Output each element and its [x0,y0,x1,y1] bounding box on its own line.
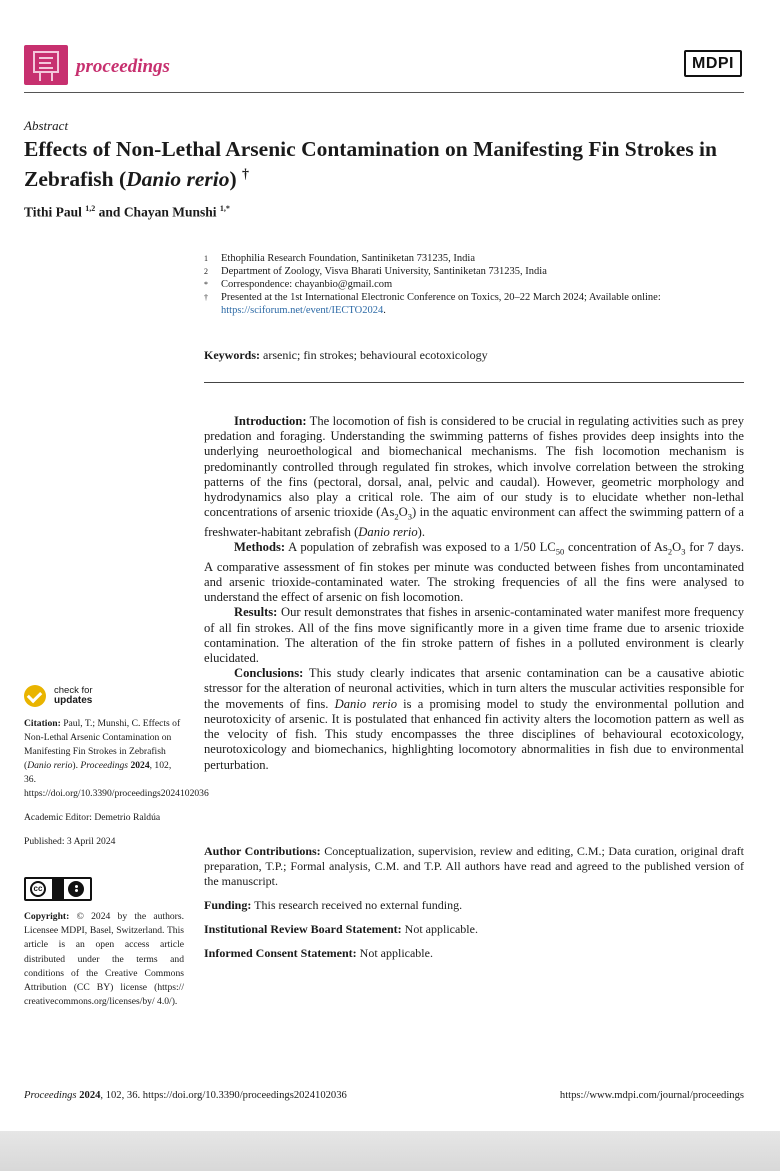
viewer-bottom-bar [0,1131,780,1171]
person-icon [68,881,84,897]
citation: Citation: Paul, T.; Munshi, C. Effects of Non-Lethal Arsenic Contamination on Manifesting Fin Strokes in Zebrafish (Danio rerio). Proceedings 2024, 102, 36. https://doi.org/10.3390/proceedings2024102036 [24,718,209,799]
title-footnote-mark: † [242,167,250,182]
article-sidebar [24,717,209,859]
presentation-board-icon [33,51,59,73]
journal-logo [24,45,68,85]
results-paragraph: Results: Our result demonstrates that fishes in arsenic-contaminated water manifest more frequency of all fin strokes. All of the fins move significantly more in a given time frame due to arsenic trioxide contamination. The alteration of the fin stroke pattern of fishes in a polluted environment is clearly elucidated. [204,605,744,666]
check-updates-icon [24,685,46,707]
keywords-divider [204,382,744,383]
publish-date: Published: 3 April 2024 [24,836,116,847]
author-list: Tithi Paul $^{1,2}$ and Chayan Munshi $^{1,*}$ [24,204,230,220]
author-contributions: Author Contributions: Conceptualization, supervision, review and editing, C.M.; Data curation, original draft preparation, T.P.; Formal analysis, C.M. and T.P. All authors have read and agreed to the published version of the manuscript. [204,844,745,888]
cc-by-license-badge[interactable] [24,877,92,901]
affiliation-item: 1 Ethophilia Research Foundation, Santiniketan 731235, India [204,253,475,264]
affiliations [204,252,744,317]
affiliation-item: 2 Department of Zoology, Visva Bharati University, Santiniketan 731235, India [204,266,547,277]
author-name[interactable]: Tithi Paul [24,204,82,220]
attribution-icon [52,878,64,900]
conference-note: † Presented at the 1st International Electronic Conference on Toxics, 20–22 March 2024; Available online: https://sciforum.net/event/IECTO2024. [204,292,661,316]
title-species: Danio rerio [126,167,230,192]
academic-editor: Academic Editor: Demetrio Raldúa [24,812,161,823]
journal-url[interactable]: https://www.mdpi.com/journal/proceedings [559,1090,744,1101]
conference-link[interactable]: https://sciforum.net/event/IECTO2024 [221,305,384,316]
methods-paragraph: Methods: A population of zebrafish was exposed to a 1/50 $LC_{50}$ concentration of $As_2O_3$ for 7 days. A comparative assessment of fin stokes per minute was conducted between fishes from uncontaminated and arsenic trioxide-contaminated water. The stroking frequencies of all the fins were analysed to understand the effect of arsenic on fish locomotion. [204,540,744,605]
footer-citation: Proceedings 2024, 102, 36. https://doi.org/10.3390/proceedings2024102036 [24,1090,347,1101]
publisher-name: MDPI [684,50,742,77]
keywords: Keywords: arsenic; fin strokes; behavioural ecotoxicology [204,348,488,362]
article-type: Abstract [24,118,69,133]
consent-statement: Informed Consent Statement: Not applicable. [204,946,433,960]
publisher-logo[interactable] [684,55,742,73]
article-title: Effects of Non-Lethal Arsenic Contamination on Manifesting Fin Strokes in Zebrafish (Danio rerio) † [24,137,717,192]
author-name[interactable]: Chayan Munshi [123,204,217,220]
cc-icon: cc [30,881,46,897]
irb-statement: Institutional Review Board Statement: Not applicable. [204,922,478,936]
correspondence: * Correspondence: chayanbio@gmail.com [204,279,393,290]
page-footer [24,1090,744,1101]
back-matter [204,844,744,970]
journal-name[interactable]: proceedings [76,56,170,77]
introduction-paragraph: Introduction: The locomotion of fish is considered to be crucial in regulating activities such as prey predation and foraging. Understanding the swimming patterns of fishes provides deep insights into the underlying neuroethological and biomechanical mechanisms. The fish locomotion mechanism is predominantly controlled through regulated fin strokes, which involve correlation between the stroking patterns of the fins (pectoral, dorsal, anal, pelvic and caudal). However, geometric morphology and hydrodynamics also play a critical role. The aim of our study is to elucidate whether non-lethal concentrations of arsenic trioxide $(As_2O_3)$ in the aquatic environment can affect the swimming pattern of a freshwater-habitant zebrafish (Danio rerio). [204,414,744,539]
copyright-notice: Copyright: © 2024 by the authors. Licensee MDPI, Basel, Switzerland. This article is an open access article distributed under the terms and conditions of the Creative Commons Attribution (CC BY) license (https:// creativecommons.org/licenses/by/ 4.0/). [24,911,184,1008]
check-for-updates-button[interactable]: check for updates [24,685,93,707]
abstract-body [204,414,744,773]
conclusions-paragraph: Conclusions: This study clearly indicates that arsenic contamination can be a causative abiotic stressor for the alteration of neuronal activities, which in turn alters the muscular activities responsible for the movements of fins. Danio rerio is a promising model to study the environmental pollution and neurotoxicity of arsenic. It is postulated that enhanced fin activity alters the locomotion pattern as well as the velocity of fish. This study encompasses the three disciplines of behavioural ecotoxicology, neurotoxicology and biomechanics, highlighting locomotory abnormalities in fish due to environmental perturbation. [204,666,745,772]
header-divider [24,92,744,93]
funding-statement: Funding: This research received no external funding. [204,898,463,912]
